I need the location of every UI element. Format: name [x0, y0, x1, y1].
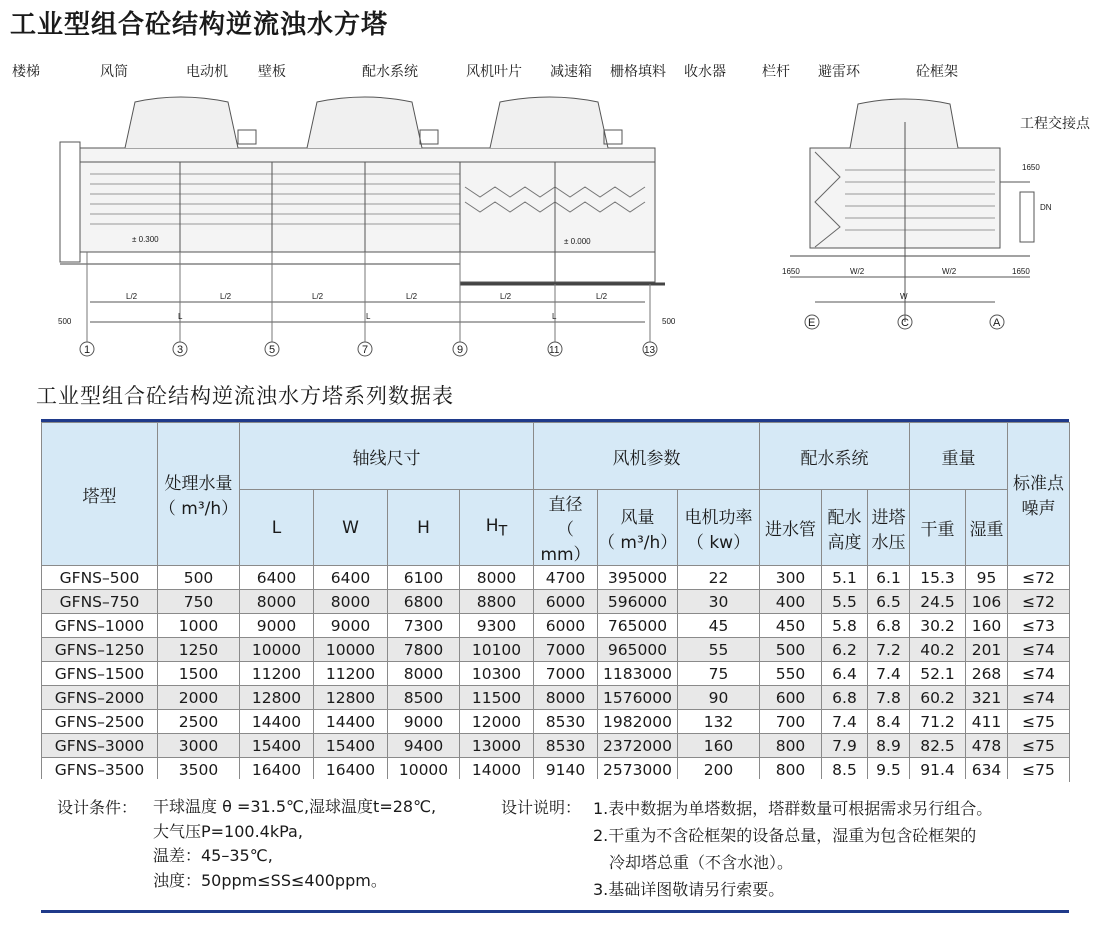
dim-500-right: 500 [662, 317, 676, 326]
header-ht-main: H [485, 515, 499, 536]
axis-11: 11 [549, 345, 560, 356]
table-row [42, 590, 1070, 614]
table-cell: 8.9 [868, 734, 910, 758]
table-cell: GFNS–2000 [42, 686, 158, 710]
table-cell: 52.1 [910, 662, 966, 686]
header-wet-weight: 湿重 [966, 490, 1008, 566]
table-cell: 9000 [314, 614, 388, 638]
elevation-0300: ± 0.300 [132, 235, 159, 244]
table-cell: 395000 [598, 566, 678, 590]
label-motor: 电动机 [186, 63, 228, 79]
table-cell: ≤74 [1008, 638, 1070, 662]
table-cell: 200 [678, 758, 760, 782]
table-cell: 6800 [388, 590, 460, 614]
table-cell: 400 [760, 590, 822, 614]
header-motor-power-label: 电机功率 [684, 507, 753, 528]
table-cell: 9000 [240, 614, 314, 638]
header-dist-height [822, 490, 868, 566]
table-cell: 7300 [388, 614, 460, 638]
table-cell: 1982000 [598, 710, 678, 734]
table-cell: 8530 [534, 734, 598, 758]
label-drift-eliminator: 收水器 [684, 63, 726, 79]
table-cell: 8800 [460, 590, 534, 614]
table-cell: 9000 [388, 710, 460, 734]
header-airflow [598, 490, 678, 566]
table-cell: 8500 [388, 686, 460, 710]
data-table-wrap [41, 422, 1069, 782]
table-cell: 300 [760, 566, 822, 590]
table-cell: GFNS–1500 [42, 662, 158, 686]
table-cell: 1000 [158, 614, 240, 638]
table-cell: 321 [966, 686, 1008, 710]
table-cell: 14000 [460, 758, 534, 782]
table-cell: ≤72 [1008, 566, 1070, 590]
table-cell: ≤75 [1008, 758, 1070, 782]
table-cell: 7800 [388, 638, 460, 662]
label-fan-blade: 风机叶片 [466, 63, 522, 79]
table-cell: 1500 [158, 662, 240, 686]
table-cell: GFNS–500 [42, 566, 158, 590]
dim-half-l-5: L/2 [500, 292, 512, 301]
table-cell: 24.5 [910, 590, 966, 614]
condition-line: 温差：45–35℃, [153, 846, 273, 865]
table-cell: 450 [760, 614, 822, 638]
table-cell: 8000 [534, 686, 598, 710]
table-cell: 6.8 [822, 686, 868, 710]
header-inlet-pressure-1: 进塔 [871, 507, 906, 528]
table-cell: 6400 [240, 566, 314, 590]
table-cell: 12800 [240, 686, 314, 710]
table-cell: 12800 [314, 686, 388, 710]
table-cell: 82.5 [910, 734, 966, 758]
header-diameter [534, 490, 598, 566]
dim-l-2: L [366, 312, 371, 321]
table-cell: 2573000 [598, 758, 678, 782]
label-water-distribution: 配水系统 [362, 63, 418, 79]
axis-c: C [901, 317, 909, 329]
table-cell: 12000 [460, 710, 534, 734]
explanation-list [593, 795, 992, 903]
label-stair: 楼梯 [12, 63, 40, 79]
table-cell: 8530 [534, 710, 598, 734]
header-motor-power-unit: （ kw） [686, 532, 751, 553]
table-cell: 2372000 [598, 734, 678, 758]
label-lightning-ring: 避雷环 [818, 63, 860, 79]
table-cell: 765000 [598, 614, 678, 638]
table-cell: 6.1 [868, 566, 910, 590]
table-cell: 7.8 [868, 686, 910, 710]
table-cell: 596000 [598, 590, 678, 614]
table-cell: 500 [158, 566, 240, 590]
header-w: W [314, 490, 388, 566]
table-cell: 6.5 [868, 590, 910, 614]
header-diameter-label: 直径 [548, 495, 583, 515]
table-cell: 7.2 [868, 638, 910, 662]
table-title: 工业型组合砼结构逆流浊水方塔系列数据表 [36, 384, 454, 408]
table-row [42, 686, 1070, 710]
spec-table [41, 422, 1070, 782]
table-cell: 106 [966, 590, 1008, 614]
table-cell: 10300 [460, 662, 534, 686]
condition-line: 大气压P=100.4kPa, [153, 821, 303, 841]
header-noise-line1: 标准点 [1013, 474, 1064, 494]
header-dry-weight: 干重 [910, 490, 966, 566]
dim-half-w-2: W/2 [942, 267, 957, 276]
header-ht [460, 490, 534, 566]
header-inlet-pipe: 进水管 [760, 490, 822, 566]
dim-l-3: L [552, 312, 557, 321]
table-cell: 268 [966, 662, 1008, 686]
table-cell: 91.4 [910, 758, 966, 782]
table-cell: 14400 [314, 710, 388, 734]
table-cell: 500 [760, 638, 822, 662]
table-cell: 600 [760, 686, 822, 710]
header-noise-line2: 噪声 [1021, 499, 1056, 519]
table-cell: 11200 [240, 662, 314, 686]
table-cell: 30 [678, 590, 760, 614]
table-cell: 132 [678, 710, 760, 734]
table-cell: 8000 [460, 566, 534, 590]
table-cell: 1250 [158, 638, 240, 662]
explanation-line: 1.表中数据为单塔数据，塔群数量可根据需求另行组合。 [593, 799, 993, 818]
table-row [42, 614, 1070, 638]
header-flow-label: 处理水量 [164, 474, 233, 494]
axis-7: 7 [362, 344, 369, 356]
table-cell: 3000 [158, 734, 240, 758]
table-cell: 6.8 [868, 614, 910, 638]
axis-5: 5 [269, 344, 276, 356]
page-title: 工业型组合砼结构逆流浊水方塔 [10, 10, 389, 40]
table-cell: 10000 [314, 638, 388, 662]
table-cell: 160 [678, 734, 760, 758]
dim-half-l-4: L/2 [406, 292, 418, 301]
table-cell: 71.2 [910, 710, 966, 734]
header-model: 塔型 [42, 423, 158, 566]
table-cell: 2500 [158, 710, 240, 734]
explanation-line: 2.干重为不含砼框架的设备总量，湿重为包含砼框架的 [593, 826, 977, 845]
header-flow [158, 423, 240, 566]
table-cell: 1183000 [598, 662, 678, 686]
axis-3: 3 [177, 344, 184, 356]
table-cell: 5.5 [822, 590, 868, 614]
axis-9: 9 [457, 344, 464, 356]
axis-a: A [993, 317, 1001, 329]
dim-half-l-2: L/2 [220, 292, 232, 301]
table-cell: 411 [966, 710, 1008, 734]
table-cell: 6400 [314, 566, 388, 590]
table-cell: 8000 [314, 590, 388, 614]
table-cell: 10000 [240, 638, 314, 662]
table-cell: 634 [966, 758, 1008, 782]
header-inlet-pressure [868, 490, 910, 566]
table-row [42, 734, 1070, 758]
label-gearbox: 减速箱 [550, 63, 592, 79]
table-cell: 15400 [314, 734, 388, 758]
table-cell: ≤74 [1008, 686, 1070, 710]
explanation-label: 设计说明： [501, 798, 582, 817]
conditions-label: 设计条件： [57, 798, 138, 817]
table-cell: 5.8 [822, 614, 868, 638]
table-cell: 60.2 [910, 686, 966, 710]
explanation-line: 冷却塔总重（不含水池）。 [609, 853, 794, 872]
table-cell: 15.3 [910, 566, 966, 590]
header-airflow-unit: （ m³/h） [598, 532, 678, 553]
table-cell: ≤75 [1008, 734, 1070, 758]
table-cell: ≤75 [1008, 710, 1070, 734]
table-cell: 8000 [240, 590, 314, 614]
table-cell: 9400 [388, 734, 460, 758]
header-noise [1008, 423, 1070, 566]
table-cell: 800 [760, 758, 822, 782]
table-cell: 8000 [388, 662, 460, 686]
table-cell: ≤72 [1008, 590, 1070, 614]
dim-500-left: 500 [58, 317, 72, 326]
table-cell: 3500 [158, 758, 240, 782]
table-cell: GFNS–1000 [42, 614, 158, 638]
table-cell: 6.4 [822, 662, 868, 686]
table-row [42, 566, 1070, 590]
header-fan-group: 风机参数 [534, 423, 760, 490]
header-water-group: 配水系统 [760, 423, 910, 490]
condition-line: 干球温度 θ =31.5℃,湿球温度t=28℃, [153, 797, 437, 816]
header-l: L [240, 490, 314, 566]
table-cell: 9.5 [868, 758, 910, 782]
dim-l-1: L [178, 312, 183, 321]
table-cell: 6000 [534, 614, 598, 638]
table-cell: 700 [760, 710, 822, 734]
header-motor-power [678, 490, 760, 566]
table-cell: 800 [760, 734, 822, 758]
dim-1650-right: 1650 [1012, 267, 1030, 276]
table-row [42, 662, 1070, 686]
condition-line: 浊度：50ppm≤SS≤400ppm。 [153, 870, 387, 890]
table-cell: 9300 [460, 614, 534, 638]
explanation-line: 3.基础详图敬请另行索要。 [593, 880, 785, 899]
table-row [42, 710, 1070, 734]
table-cell: GFNS–1250 [42, 638, 158, 662]
table-cell: GFNS–3500 [42, 758, 158, 782]
table-cell: 8.5 [822, 758, 868, 782]
table-cell: 10100 [460, 638, 534, 662]
axis-e: E [808, 317, 816, 329]
table-cell: 10000 [388, 758, 460, 782]
table-cell: 22 [678, 566, 760, 590]
table-cell: 40.2 [910, 638, 966, 662]
table-cell: 95 [966, 566, 1008, 590]
table-body [42, 566, 1070, 782]
header-weight-group: 重量 [910, 423, 1008, 490]
header-inlet-pressure-2: 水压 [871, 532, 906, 553]
table-cell: 14400 [240, 710, 314, 734]
header-axis-group: 轴线尺寸 [240, 423, 534, 490]
table-cell: 13000 [460, 734, 534, 758]
tower-drawing [0, 52, 1112, 372]
table-cell: 7000 [534, 662, 598, 686]
table-cell: 7.4 [822, 710, 868, 734]
table-cell: 750 [158, 590, 240, 614]
table-row [42, 758, 1070, 782]
label-handover-point: 工程交接点 [1020, 115, 1090, 131]
header-ht-sub: T [498, 523, 508, 540]
table-cell: 8.4 [868, 710, 910, 734]
table-cell: 75 [678, 662, 760, 686]
table-cell: 201 [966, 638, 1008, 662]
header-dist-height-2: 高度 [827, 532, 862, 553]
design-notes [41, 779, 1069, 910]
label-fan-stack: 风筒 [100, 63, 128, 79]
dim-half-l-6: L/2 [596, 292, 608, 301]
table-bottom-rule [41, 910, 1069, 913]
table-cell: 160 [966, 614, 1008, 638]
table-cell: 9140 [534, 758, 598, 782]
table-cell: 45 [678, 614, 760, 638]
dim-1650-pipe: 1650 [1022, 163, 1040, 172]
label-railing: 栏杆 [762, 63, 790, 79]
dim-half-w-1: W/2 [850, 267, 865, 276]
dim-dn: DN [1040, 203, 1052, 212]
table-cell: 16400 [314, 758, 388, 782]
table-cell: 6100 [388, 566, 460, 590]
table-cell: 7.9 [822, 734, 868, 758]
header-diameter-unit: （ mm） [540, 520, 591, 565]
table-cell: ≤73 [1008, 614, 1070, 638]
table-cell: 7000 [534, 638, 598, 662]
axis-1: 1 [84, 344, 91, 356]
table-cell: 16400 [240, 758, 314, 782]
table-cell: GFNS–2500 [42, 710, 158, 734]
table-cell: 11500 [460, 686, 534, 710]
header-flow-unit: （ m³/h） [158, 499, 239, 519]
elevation-0000: ± 0.000 [564, 237, 591, 246]
label-concrete-frame: 砼框架 [916, 63, 958, 79]
table-cell: 11200 [314, 662, 388, 686]
table-cell: 4700 [534, 566, 598, 590]
dim-half-l-1: L/2 [126, 292, 138, 301]
table-cell: GFNS–3000 [42, 734, 158, 758]
table-cell: 550 [760, 662, 822, 686]
table-cell: 55 [678, 638, 760, 662]
table-cell: 15400 [240, 734, 314, 758]
table-cell: 1576000 [598, 686, 678, 710]
table-cell: 6.2 [822, 638, 868, 662]
label-wall-panel: 壁板 [258, 63, 286, 79]
table-cell: 7.4 [868, 662, 910, 686]
table-cell: 30.2 [910, 614, 966, 638]
header-dist-height-1: 配水 [827, 507, 862, 528]
table-cell: GFNS–750 [42, 590, 158, 614]
conditions-list [153, 795, 436, 893]
table-cell: 90 [678, 686, 760, 710]
table-cell: 2000 [158, 686, 240, 710]
table-row [42, 638, 1070, 662]
header-airflow-label: 风量 [620, 507, 655, 528]
dim-w: W [900, 292, 908, 301]
label-grid-fill: 栅格填料 [610, 63, 666, 79]
table-cell: ≤74 [1008, 662, 1070, 686]
dim-half-l-3: L/2 [312, 292, 324, 301]
header-h: H [388, 490, 460, 566]
table-cell: 965000 [598, 638, 678, 662]
dim-1650-left: 1650 [782, 267, 800, 276]
table-cell: 478 [966, 734, 1008, 758]
axis-13: 13 [644, 345, 656, 356]
table-cell: 5.1 [822, 566, 868, 590]
table-cell: 6000 [534, 590, 598, 614]
